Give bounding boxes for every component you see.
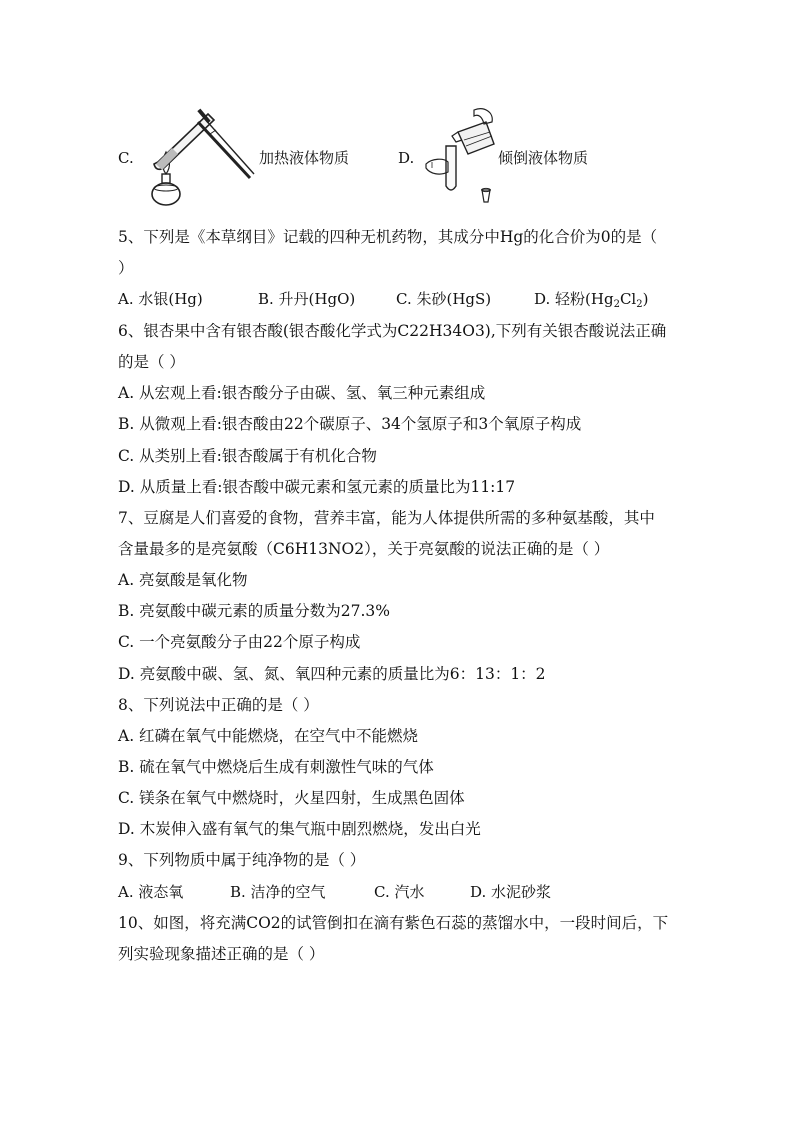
q9-option-a: A. 液态氧 [118,883,184,901]
q8-option-b: B. 硫在氧气中燃烧后生成有刺激性气味的气体 [118,758,434,776]
q4-option-d-letter: D. [398,149,415,167]
q5-option-b: B. 升丹(HgO) [258,290,356,308]
q7-option-a: A. 亮氨酸是氧化物 [118,571,248,589]
q5-stem-line1: 5、下列是《本草纲目》记载的四种无机药物，其成分中Hg的化合价为0的是（ [118,228,658,246]
q8-option-a: A. 红磷在氧气中能燃烧，在空气中不能燃烧 [118,727,419,745]
q7-option-d: D. 亮氨酸中碳、氢、氮、氧四种元素的质量比为6：13：1：2 [118,665,546,683]
q10-stem-line2: 列实验现象描述正确的是（ ） [118,945,325,963]
q6-stem-line1: 6、银杏果中含有银杏酸(银杏酸化学式为C22H34O3),下列有关银杏酸说法正确 [118,322,667,340]
q8-option-d: D. 木炭伸入盛有氧气的集气瓶中剧烈燃烧，发出白光 [118,820,481,838]
q10-stem-line1: 10、如图，将充满CO2的试管倒扣在滴有紫色石蕊的蒸馏水中，一段时间后，下 [118,914,669,932]
q6-option-c: C. 从类别上看:银杏酸属于有机化合物 [118,447,377,465]
q7-stem-line2: 含量最多的是亮氨酸（C6H13NO2），关于亮氨酸的说法正确的是（ ） [118,540,610,558]
q4-option-d-text: 倾倒液体物质 [498,149,589,167]
q5-stem-line2: ） [118,259,134,277]
q6-stem-line2: 的是（ ） [118,353,185,371]
q9-option-b: B. 洁净的空气 [230,883,326,901]
q8-option-c: C. 镁条在氧气中燃烧时，火星四射，生成黑色固体 [118,789,465,807]
q9-option-d: D. 水泥砂浆 [470,883,552,901]
q5-option-a: A. 水银(Hg) [118,290,203,308]
q8-stem: 8、下列说法中正确的是（ ） [118,696,319,714]
q9-option-c: C. 汽水 [374,883,425,901]
q4-option-c-text: 加热液体物质 [259,149,350,167]
q6-option-b: B. 从微观上看:银杏酸由22个碳原子、34个氢原子和3个氧原子构成 [118,415,582,433]
q4-option-c-letter: C. [118,149,134,167]
q7-stem-line1: 7、豆腐是人们喜爱的食物，营养丰富，能为人体提供所需的多种氨基酸，其中 [118,509,655,527]
liquid-pouring-icon [418,106,498,206]
q6-option-d: D. 从质量上看:银杏酸中碳元素和氢元素的质量比为11:17 [118,478,516,496]
q6-option-a: A. 从宏观上看:银杏酸分子由碳、氢、氧三种元素组成 [118,384,486,402]
q5-option-c: C. 朱砂(HgS) [396,290,492,308]
test-tube-heating-icon [146,100,256,212]
q9-stem: 9、下列物质中属于纯净物的是（ ） [118,851,366,869]
q7-option-b: B. 亮氨酸中碳元素的质量分数为27.3% [118,602,390,620]
q7-option-c: C. 一个亮氨酸分子由22个原子构成 [118,633,361,651]
q5-option-d: D. 轻粉$(Hg_2Cl_2)$ [534,290,649,310]
